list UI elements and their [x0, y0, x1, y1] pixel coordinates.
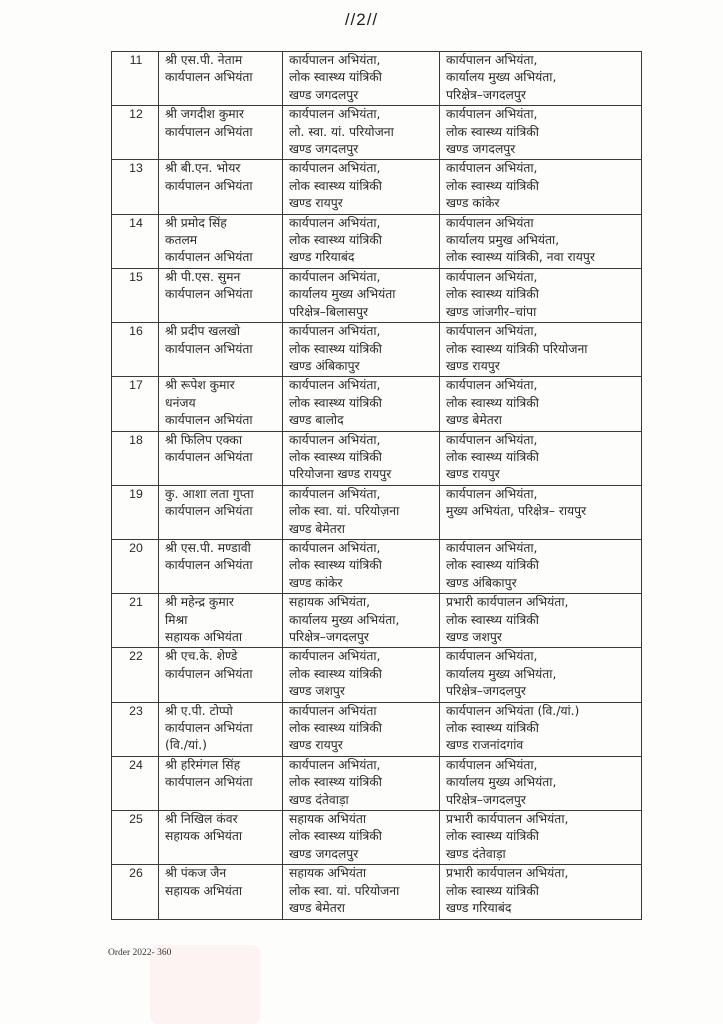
- new-posting-line: लोक स्वास्थ्य यांत्रिकी: [446, 287, 539, 302]
- new-posting-line: खण्ड जगदलपुर: [446, 142, 516, 157]
- current-posting-line: कार्यपालन अभियंता,: [289, 649, 381, 664]
- current-posting-line: खण्ड कांकेर: [289, 575, 343, 590]
- new-posting-cell: [440, 52, 642, 106]
- officer-name-cell: [159, 323, 283, 377]
- officer-name-cell: [159, 485, 283, 539]
- serial-number: 12: [112, 106, 159, 160]
- new-posting-line: लोक स्वास्थ्य यांत्रिकी: [446, 395, 539, 410]
- new-posting-line: कार्यपालन अभियंता,: [446, 161, 538, 176]
- officer-name-line: सहायक अभियंता: [165, 630, 243, 644]
- current-posting-line: कार्यपालन अभियंता,: [289, 161, 381, 176]
- new-posting-line: मुख्य अभियंता, परिक्षेत्र– रायपुर: [446, 504, 587, 519]
- officer-name-cell: [159, 648, 283, 702]
- serial-number: 24: [112, 756, 159, 810]
- current-posting-line: लोक स्वास्थ्य यांत्रिकी: [289, 666, 382, 681]
- new-posting-cell: [440, 268, 642, 322]
- current-posting-line: कार्यपालन अभियंता,: [289, 540, 381, 555]
- order-reference: Order 2022- 360: [108, 948, 172, 958]
- current-posting-line: लोक स्वास्थ्य यांत्रिकी: [289, 829, 382, 844]
- new-posting-cell: [440, 594, 642, 648]
- officer-name-cell: [159, 865, 283, 919]
- current-posting-cell: [283, 106, 440, 160]
- page-number: //2//: [344, 10, 379, 29]
- new-posting-line: लोक स्वास्थ्य यांत्रिकी, नवा रायपुर: [446, 250, 595, 265]
- officer-name-line: श्री जगदीश कुमार: [165, 107, 244, 122]
- table-row: [112, 377, 642, 431]
- officer-name-cell: [159, 811, 283, 865]
- officer-name-cell: [159, 377, 283, 431]
- current-posting-line: लो. स्वा. यां. परियोजना: [289, 124, 394, 139]
- new-posting-line: कार्यपालन अभियंता (वि./यां.): [446, 703, 580, 718]
- current-posting-line: कार्यपालन अभियंता,: [289, 757, 381, 772]
- new-posting-cell: [440, 323, 642, 377]
- officer-name-line: कार्यपालन अभियंता: [165, 124, 253, 139]
- officer-name-line: सहायक अभियंता: [165, 883, 243, 898]
- new-posting-line: कार्यालय प्रमुख अभियंता,: [446, 233, 560, 248]
- current-posting-line: कार्यालय मुख्य अभियंता: [289, 287, 396, 302]
- officer-name-line: कतलम: [165, 233, 198, 248]
- new-posting-line: कार्यपालन अभियंता,: [446, 649, 538, 664]
- new-posting-line: कार्यालय मुख्य अभियंता,: [446, 70, 557, 85]
- new-posting-cell: [440, 865, 642, 919]
- new-posting-line: परिक्षेत्र–जगदलपुर: [446, 684, 526, 699]
- current-posting-line: लोक स्वास्थ्य यांत्रिकी: [289, 775, 382, 790]
- new-posting-cell: [440, 539, 642, 593]
- current-posting-cell: [283, 648, 440, 702]
- table-row: [112, 594, 642, 648]
- current-posting-line: खण्ड रायपुर: [289, 196, 343, 211]
- current-posting-cell: [283, 431, 440, 485]
- new-posting-line: परिक्षेत्र–जगदलपुर: [446, 792, 526, 807]
- table-row: [112, 865, 642, 919]
- new-posting-line: लोक स्वास्थ्य यांत्रिकी: [446, 124, 539, 139]
- new-posting-line: खण्ड जशपुर: [446, 630, 502, 644]
- new-posting-line: खण्ड अंबिकापुर: [446, 575, 517, 590]
- current-posting-cell: [283, 323, 440, 377]
- current-posting-cell: [283, 756, 440, 810]
- officer-name-line: मिश्रा: [165, 612, 188, 627]
- current-posting-cell: [283, 160, 440, 214]
- table-row: [112, 106, 642, 160]
- officer-name-line: श्री फिलिप एक्का: [165, 432, 243, 447]
- new-posting-line: कार्यपालन अभियंता,: [446, 107, 538, 122]
- new-posting-line: लोक स्वास्थ्य यांत्रिकी: [446, 612, 539, 627]
- officer-name-cell: [159, 594, 283, 648]
- officer-name-line: कार्यपालन अभियंता: [165, 721, 253, 736]
- new-posting-line: खण्ड दंतेवाड़ा: [446, 846, 506, 861]
- officer-name-line: कार्यपालन अभियंता: [165, 178, 253, 193]
- officer-name-line: कार्यपालन अभियंता: [165, 287, 253, 302]
- new-posting-line: कार्यपालन अभियंता,: [446, 324, 538, 339]
- serial-number: 18: [112, 431, 159, 485]
- serial-number: 13: [112, 160, 159, 214]
- table-row: [112, 160, 642, 214]
- serial-number: 25: [112, 811, 159, 865]
- officer-name-line: कार्यपालन अभियंता: [165, 70, 253, 85]
- current-posting-line: कार्यपालन अभियंता: [289, 703, 377, 718]
- new-posting-line: प्रभारी कार्यपालन अभियंता,: [446, 595, 569, 610]
- new-posting-line: खण्ड राजनांदगांव: [446, 738, 524, 753]
- officer-name-line: श्री रूपेश कुमार: [165, 378, 235, 393]
- current-posting-line: खण्ड बालोद: [289, 413, 344, 428]
- current-posting-line: कार्यपालन अभियंता,: [289, 486, 381, 501]
- new-posting-line: प्रभारी कार्यपालन अभियंता,: [446, 866, 569, 881]
- officer-name-line: श्री एस.पी. नेताम: [165, 53, 243, 67]
- new-posting-line: कार्यपालन अभियंता,: [446, 269, 538, 284]
- officer-name-line: श्री निखिल कंवर: [165, 812, 238, 827]
- officer-name-line: कार्यपालन अभियंता: [165, 775, 253, 790]
- officer-name-line: कार्यपालन अभियंता: [165, 250, 253, 265]
- new-posting-line: लोक स्वास्थ्य यांत्रिकी परियोजना: [446, 341, 588, 356]
- officer-name-cell: [159, 539, 283, 593]
- current-posting-line: कार्यपालन अभियंता,: [289, 269, 381, 284]
- current-posting-line: कार्यपालन अभियंता,: [289, 215, 381, 230]
- officer-name-line: (वि./यां.): [165, 738, 207, 753]
- officer-name-line: श्री प्रदीप खलखो: [165, 324, 241, 339]
- current-posting-line: परिक्षेत्र–बिलासपुर: [289, 304, 369, 319]
- current-posting-line: कार्यालय मुख्य अभियंता,: [289, 612, 400, 627]
- current-posting-line: खण्ड जगदलपुर: [289, 846, 359, 861]
- new-posting-cell: [440, 485, 642, 539]
- officer-name-cell: [159, 702, 283, 756]
- new-posting-line: कार्यपालन अभियंता,: [446, 432, 538, 447]
- new-posting-cell: [440, 214, 642, 268]
- current-posting-cell: [283, 268, 440, 322]
- new-posting-cell: [440, 431, 642, 485]
- officer-name-line: कार्यपालन अभियंता: [165, 341, 253, 356]
- current-posting-line: लोक स्वास्थ्य यांत्रिकी: [289, 395, 382, 410]
- current-posting-line: कार्यपालन अभियंता,: [289, 53, 381, 67]
- current-posting-line: खण्ड अंबिकापुर: [289, 358, 360, 373]
- transfer-table: [111, 51, 642, 920]
- serial-number: 16: [112, 323, 159, 377]
- new-posting-line: कार्यपालन अभियंता,: [446, 378, 538, 393]
- new-posting-line: खण्ड कांकेर: [446, 196, 500, 211]
- new-posting-cell: [440, 160, 642, 214]
- table-row: [112, 214, 642, 268]
- current-posting-line: कार्यपालन अभियंता,: [289, 107, 381, 122]
- current-posting-line: लोक स्वास्थ्य यांत्रिकी: [289, 449, 382, 464]
- current-posting-cell: [283, 865, 440, 919]
- serial-number: 23: [112, 702, 159, 756]
- serial-number: 22: [112, 648, 159, 702]
- officer-name-line: श्री बी.एन. भोयर: [165, 161, 241, 176]
- new-posting-line: लोक स्वास्थ्य यांत्रिकी: [446, 558, 539, 573]
- current-posting-cell: [283, 702, 440, 756]
- current-posting-cell: [283, 594, 440, 648]
- new-posting-line: खण्ड रायपुर: [446, 358, 500, 373]
- current-posting-line: खण्ड बेमेतरा: [289, 901, 345, 916]
- current-posting-line: कार्यपालन अभियंता,: [289, 324, 381, 339]
- current-posting-line: खण्ड गरियाबंद: [289, 250, 355, 265]
- new-posting-line: कार्यपालन अभियंता,: [446, 757, 538, 772]
- new-posting-line: परिक्षेत्र–जगदलपुर: [446, 87, 526, 102]
- table-row: [112, 702, 642, 756]
- new-posting-line: कार्यालय मुख्य अभियंता,: [446, 775, 557, 790]
- officer-name-line: श्री एच.के. शेण्डे: [165, 649, 238, 664]
- new-posting-line: लोक स्वास्थ्य यांत्रिकी: [446, 449, 539, 464]
- new-posting-line: लोक स्वास्थ्य यांत्रिकी: [446, 721, 539, 736]
- officer-name-line: कार्यपालन अभियंता: [165, 413, 253, 428]
- serial-number: 19: [112, 485, 159, 539]
- current-posting-line: खण्ड जशपुर: [289, 684, 345, 699]
- new-posting-line: खण्ड गरियाबंद: [446, 901, 512, 916]
- current-posting-line: खण्ड बेमेतरा: [289, 521, 345, 536]
- current-posting-cell: [283, 377, 440, 431]
- officer-name-line: कार्यपालन अभियंता: [165, 558, 253, 573]
- current-posting-cell: [283, 52, 440, 106]
- table-row: [112, 485, 642, 539]
- new-posting-line: खण्ड जांजगीर–चांपा: [446, 304, 537, 319]
- current-posting-cell: [283, 485, 440, 539]
- current-posting-line: लोक स्वास्थ्य यांत्रिकी: [289, 558, 382, 573]
- table-row: [112, 811, 642, 865]
- current-posting-line: कार्यपालन अभियंता,: [289, 432, 381, 447]
- officer-name-cell: [159, 52, 283, 106]
- serial-number: 21: [112, 594, 159, 648]
- new-posting-cell: [440, 648, 642, 702]
- officer-name-line: श्री हरिमंगल सिंह: [165, 757, 241, 772]
- officer-name-cell: [159, 756, 283, 810]
- transfer-table-body: [112, 52, 642, 920]
- new-posting-cell: [440, 106, 642, 160]
- officer-name-cell: [159, 268, 283, 322]
- serial-number: 17: [112, 377, 159, 431]
- current-posting-line: परिक्षेत्र–जगदलपुर: [289, 630, 369, 644]
- table-row: [112, 323, 642, 377]
- current-posting-line: लोक स्वास्थ्य यांत्रिकी: [289, 341, 382, 356]
- current-posting-line: लोक स्वा. यां. परियोज़ना: [289, 504, 400, 519]
- current-posting-cell: [283, 214, 440, 268]
- table-row: [112, 268, 642, 322]
- new-posting-cell: [440, 811, 642, 865]
- serial-number: 11: [112, 52, 159, 106]
- table-row: [112, 52, 642, 106]
- table-row: [112, 539, 642, 593]
- officer-name-line: सहायक अभियंता: [165, 829, 243, 844]
- officer-name-cell: [159, 160, 283, 214]
- current-posting-line: खण्ड दंतेवाड़ा: [289, 792, 349, 807]
- officer-name-line: श्री ए.पी. टोप्पो: [165, 703, 233, 718]
- new-posting-cell: [440, 702, 642, 756]
- serial-number: 14: [112, 214, 159, 268]
- officer-name-line: कार्यपालन अभियंता: [165, 666, 253, 681]
- new-posting-line: लोक स्वास्थ्य यांत्रिकी: [446, 829, 539, 844]
- new-posting-line: खण्ड बेमेतरा: [446, 413, 502, 428]
- officer-name-cell: [159, 214, 283, 268]
- current-posting-cell: [283, 811, 440, 865]
- current-posting-line: खण्ड रायपुर: [289, 738, 343, 753]
- officer-name-line: श्री प्रमोद सिंह: [165, 215, 227, 230]
- current-posting-line: परियोजना खण्ड रायपुर: [289, 467, 392, 482]
- new-posting-line: प्रभारी कार्यपालन अभियंता,: [446, 812, 569, 827]
- officer-name-line: श्री महेन्द्र कुमार: [165, 595, 234, 610]
- current-posting-line: लोक स्वास्थ्य यांत्रिकी: [289, 721, 382, 736]
- officer-name-line: कार्यपालन अभियंता: [165, 504, 253, 519]
- officer-name-line: धनंजय: [165, 395, 196, 410]
- current-posting-line: कार्यपालन अभियंता,: [289, 378, 381, 393]
- new-posting-cell: [440, 377, 642, 431]
- current-posting-line: खण्ड जगदलपुर: [289, 142, 359, 157]
- new-posting-line: कार्यपालन अभियंता,: [446, 486, 538, 501]
- new-posting-line: लोक स्वास्थ्य यांत्रिकी: [446, 883, 539, 898]
- serial-number: 26: [112, 865, 159, 919]
- new-posting-line: कार्यपालन अभियंता,: [446, 540, 538, 555]
- new-posting-line: लोक स्वास्थ्य यांत्रिकी: [446, 178, 539, 193]
- officer-name-line: श्री पी.एस. सुमन: [165, 269, 241, 284]
- table-row: [112, 648, 642, 702]
- current-posting-line: खण्ड जगदलपुर: [289, 87, 359, 102]
- new-posting-line: कार्यपालन अभियंता: [446, 215, 534, 230]
- new-posting-cell: [440, 756, 642, 810]
- current-posting-line: लोक स्वास्थ्य यांत्रिकी: [289, 178, 382, 193]
- officer-name-line: कु. आशा लता गुप्ता: [165, 486, 254, 501]
- current-posting-line: सहायक अभियंता,: [289, 595, 370, 610]
- officer-name-line: कार्यपालन अभियंता: [165, 449, 253, 464]
- table-row: [112, 431, 642, 485]
- new-posting-line: कार्यपालन अभियंता,: [446, 53, 538, 67]
- current-posting-line: लोक स्वास्थ्य यांत्रिकी: [289, 70, 382, 85]
- table-row: [112, 756, 642, 810]
- new-posting-line: खण्ड रायपुर: [446, 467, 500, 482]
- officer-name-cell: [159, 431, 283, 485]
- officer-name-line: श्री एस.पी. मण्डावी: [165, 540, 251, 555]
- officer-name-line: श्री पंकज जैन: [165, 866, 227, 881]
- current-posting-line: सहायक अभियंता: [289, 812, 367, 827]
- new-posting-line: कार्यालय मुख्य अभियंता,: [446, 666, 557, 681]
- officer-name-cell: [159, 106, 283, 160]
- current-posting-cell: [283, 539, 440, 593]
- current-posting-line: सहायक अभियंता: [289, 866, 367, 881]
- serial-number: 15: [112, 268, 159, 322]
- current-posting-line: लोक स्वास्थ्य यांत्रिकी: [289, 233, 382, 248]
- current-posting-line: लोक स्वा. यां. परियोजना: [289, 883, 400, 898]
- serial-number: 20: [112, 539, 159, 593]
